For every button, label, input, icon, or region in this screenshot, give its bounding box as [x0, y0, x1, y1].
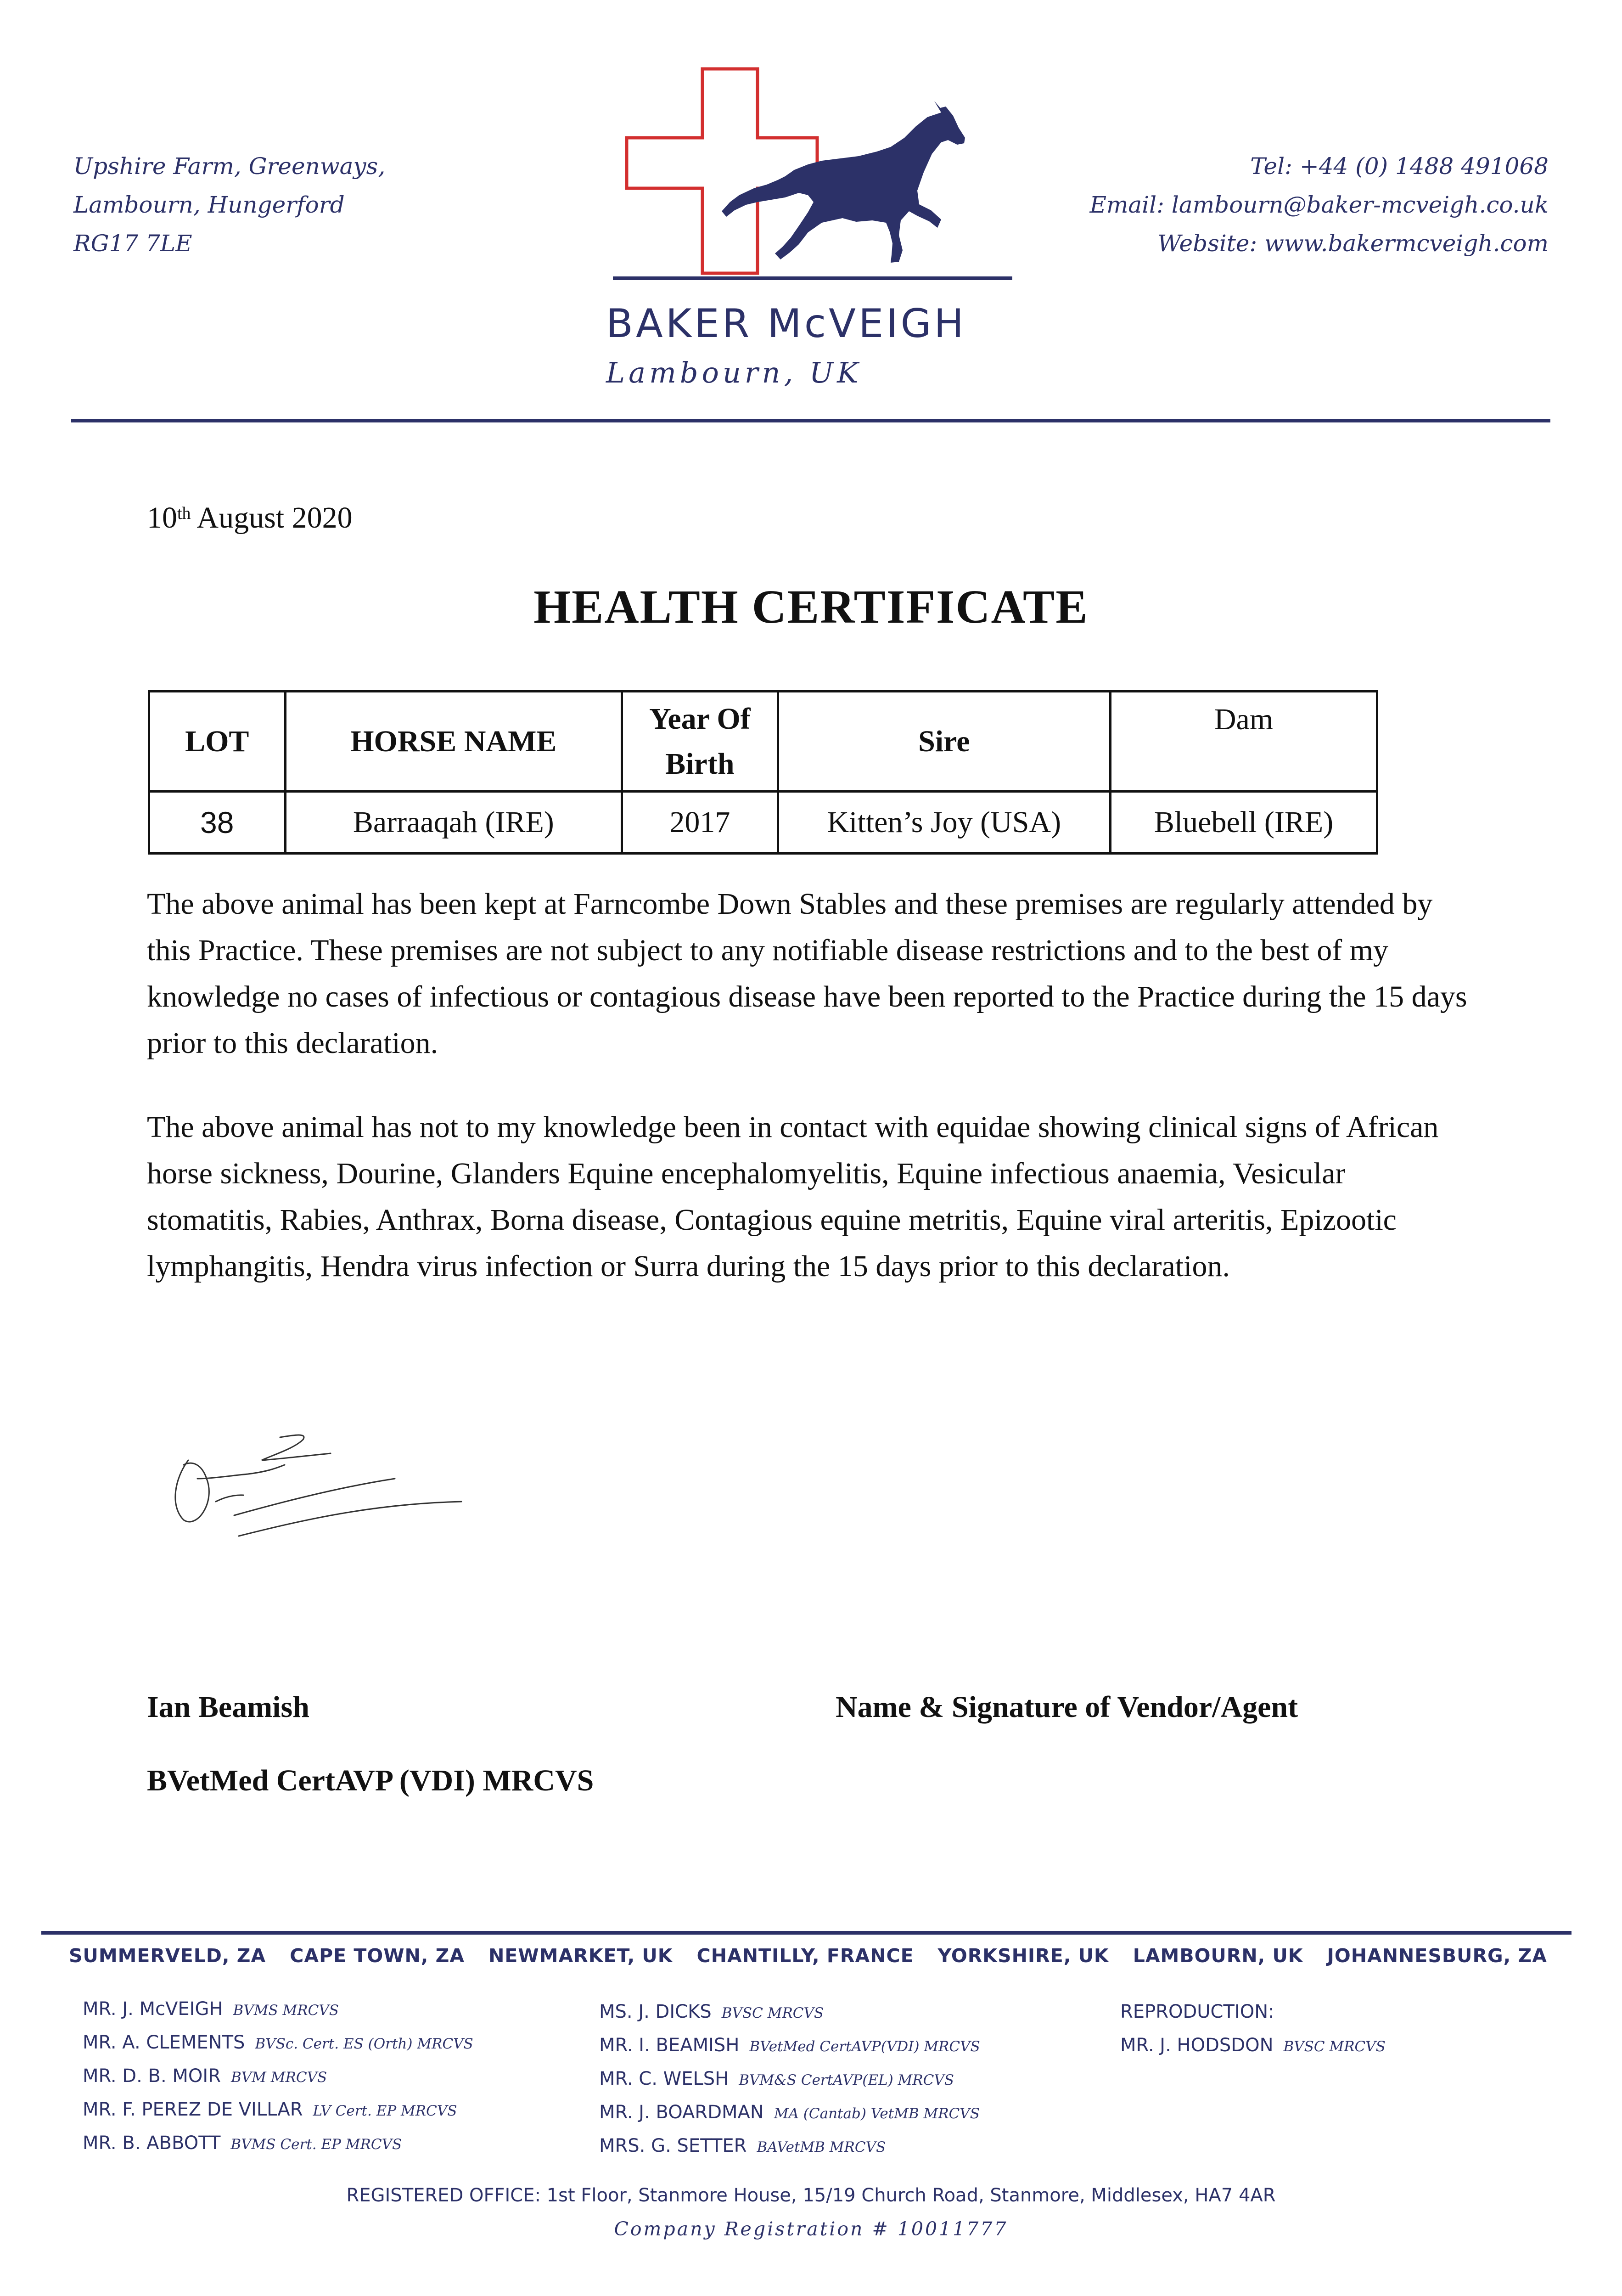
location-item: JOHANNESBURG, ZA	[1327, 1945, 1547, 1967]
staff-member	[83, 2032, 473, 2065]
staff-name: MR. F. PEREZ DE VILLAR	[83, 2099, 303, 2120]
location-item: CAPE TOWN, ZA	[290, 1945, 465, 1967]
staff-qualifications: BVM MRCVS	[231, 2069, 327, 2086]
staff-name: REPRODUCTION:	[1120, 2001, 1274, 2022]
staff-qualifications: BVetMed CertAVP(VDI) MRCVS	[749, 2038, 980, 2055]
staff-column-2	[599, 2001, 980, 2169]
staff-name: MR. J. McVEIGH	[83, 1998, 223, 2020]
staff-name: MR. A. CLEMENTS	[83, 2032, 245, 2053]
staff-qualifications: BVSC MRCVS	[1283, 2038, 1386, 2055]
staff-member	[83, 1998, 473, 2032]
staff-member	[83, 2099, 473, 2133]
cell-sire: Kitten’s Joy (USA)	[778, 792, 1110, 854]
column-header-horse-name: HORSE NAME	[285, 692, 622, 792]
brand-name: BAKER McVEIGH	[606, 301, 966, 347]
declaration-contact: The above animal has not to my knowledge been in contact with equidae showing clinical signs of African horse sickness, Dourine, Glanders Equine encephalomyelitis, Equine infectious anaemia, Vesicular stomatitis, Rabies, Anthrax, Borna disease, Contagious equine metritis, Equine viral arteritis, Epizootic lymphangitis, Hendra virus infection or Surra during the 15 days prior to this declaration.	[147, 1110, 1439, 1283]
staff-member	[599, 2001, 980, 2035]
staff-name: MR. B. ABBOTT	[83, 2133, 221, 2154]
column-header-lot: LOT	[149, 692, 286, 792]
location-item: YORKSHIRE, UK	[937, 1945, 1109, 1967]
staff-qualifications: BVM&S CertAVP(EL) MRCVS	[739, 2072, 954, 2088]
signatory-name: Ian Beamish	[147, 1690, 309, 1724]
date-suffix: th	[177, 504, 191, 523]
staff-qualifications: BAVetMB MRCVS	[757, 2139, 886, 2155]
yob-header-line: Year Of	[649, 702, 751, 736]
handwritten-signature-icon	[156, 1410, 477, 1548]
vendor-signature-label: Name & Signature of Vendor/Agent	[836, 1690, 1298, 1724]
staff-column-3	[1120, 2001, 1386, 2068]
staff-name: MR. C. WELSH	[599, 2068, 729, 2089]
cell-year-of-birth: 2017	[622, 792, 778, 854]
staff-member	[83, 2133, 473, 2166]
staff-name: MS. J. DICKS	[599, 2001, 712, 2022]
declaration-premises: The above animal has been kept at Farncombe Down Stables and these premises are regularly attended by this Practice. These premises are not subject to any notifiable disease restrictions and to the best of my knowledge no cases of infectious or contagious disease have been reported to the Practice during the 15 days prior to this declaration.	[147, 887, 1467, 1060]
office-locations	[69, 1945, 1547, 1967]
staff-member	[83, 2065, 473, 2099]
staff-member	[1120, 2035, 1386, 2068]
staff-qualifications: MA (Cantab) VetMB MRCVS	[774, 2105, 980, 2122]
address-line: Upshire Farm, Greenways,	[73, 153, 386, 180]
cell-lot: 38	[149, 792, 286, 854]
staff-name: MR. J. BOARDMAN	[599, 2102, 764, 2123]
footer-divider	[41, 1931, 1571, 1935]
staff-name: MR. D. B. MOIR	[83, 2065, 221, 2087]
staff-name: MRS. G. SETTER	[599, 2135, 747, 2156]
address-line: Lambourn, Hungerford	[73, 191, 345, 218]
header-divider	[71, 419, 1550, 422]
column-header-year-of-birth	[622, 692, 778, 792]
registered-office: REGISTERED OFFICE: 1st Floor, Stanmore House, 15/19 Church Road, Stanmore, Middlesex, HA7 4AR	[346, 2185, 1276, 2206]
date-day: 10	[147, 501, 177, 535]
staff-qualifications: BVMS MRCVS	[233, 2002, 339, 2019]
horse-details-table	[148, 690, 1378, 855]
staff-member	[599, 2102, 980, 2135]
staff-qualifications: BVSc. Cert. ES (Orth) MRCVS	[255, 2036, 473, 2052]
table-row	[149, 792, 1377, 854]
signatory-qualifications: BVetMed CertAVP (VDI) MRCVS	[147, 1764, 594, 1797]
staff-qualifications: LV Cert. EP MRCVS	[313, 2103, 457, 2119]
contact-email: Email: lambourn@baker-mcveigh.co.uk	[1089, 191, 1549, 218]
practice-address	[73, 147, 385, 263]
staff-name: MR. I. BEAMISH	[599, 2035, 740, 2056]
staff-member	[599, 2035, 980, 2068]
staff-qualifications: BVSC MRCVS	[721, 2005, 824, 2021]
date-month-year: August 2020	[191, 501, 353, 535]
cell-horse-name: Barraaqah (IRE)	[285, 792, 622, 854]
location-item: CHANTILLY, FRANCE	[696, 1945, 914, 1967]
brand-location: Lambourn, UK	[606, 356, 862, 389]
yob-header-line: Birth	[665, 747, 735, 781]
page-title: HEALTH CERTIFICATE	[533, 580, 1089, 633]
practice-contact	[1089, 147, 1549, 263]
location-item: NEWMARKET, UK	[488, 1945, 673, 1967]
address-line: RG17 7LE	[73, 230, 192, 257]
certificate-date	[147, 501, 353, 535]
location-item: SUMMERVELD, ZA	[69, 1945, 266, 1967]
column-header-sire: Sire	[778, 692, 1110, 792]
staff-name: MR. J. HODSDON	[1120, 2035, 1274, 2056]
company-registration: Company Registration # 10011777	[614, 2218, 1008, 2240]
reproduction-heading	[1120, 2001, 1386, 2035]
staff-member	[599, 2068, 980, 2102]
contact-website: Website: www.bakermcveigh.com	[1157, 230, 1549, 257]
location-item: LAMBOURN, UK	[1133, 1945, 1303, 1967]
contact-phone: Tel: +44 (0) 1488 491068	[1250, 153, 1549, 180]
column-header-dam: Dam	[1111, 692, 1377, 792]
staff-column-1	[83, 1998, 473, 2166]
staff-member	[599, 2135, 980, 2169]
staff-qualifications: BVMS Cert. EP MRCVS	[230, 2136, 402, 2153]
table-header-row	[149, 692, 1377, 792]
cell-dam: Bluebell (IRE)	[1111, 792, 1377, 854]
